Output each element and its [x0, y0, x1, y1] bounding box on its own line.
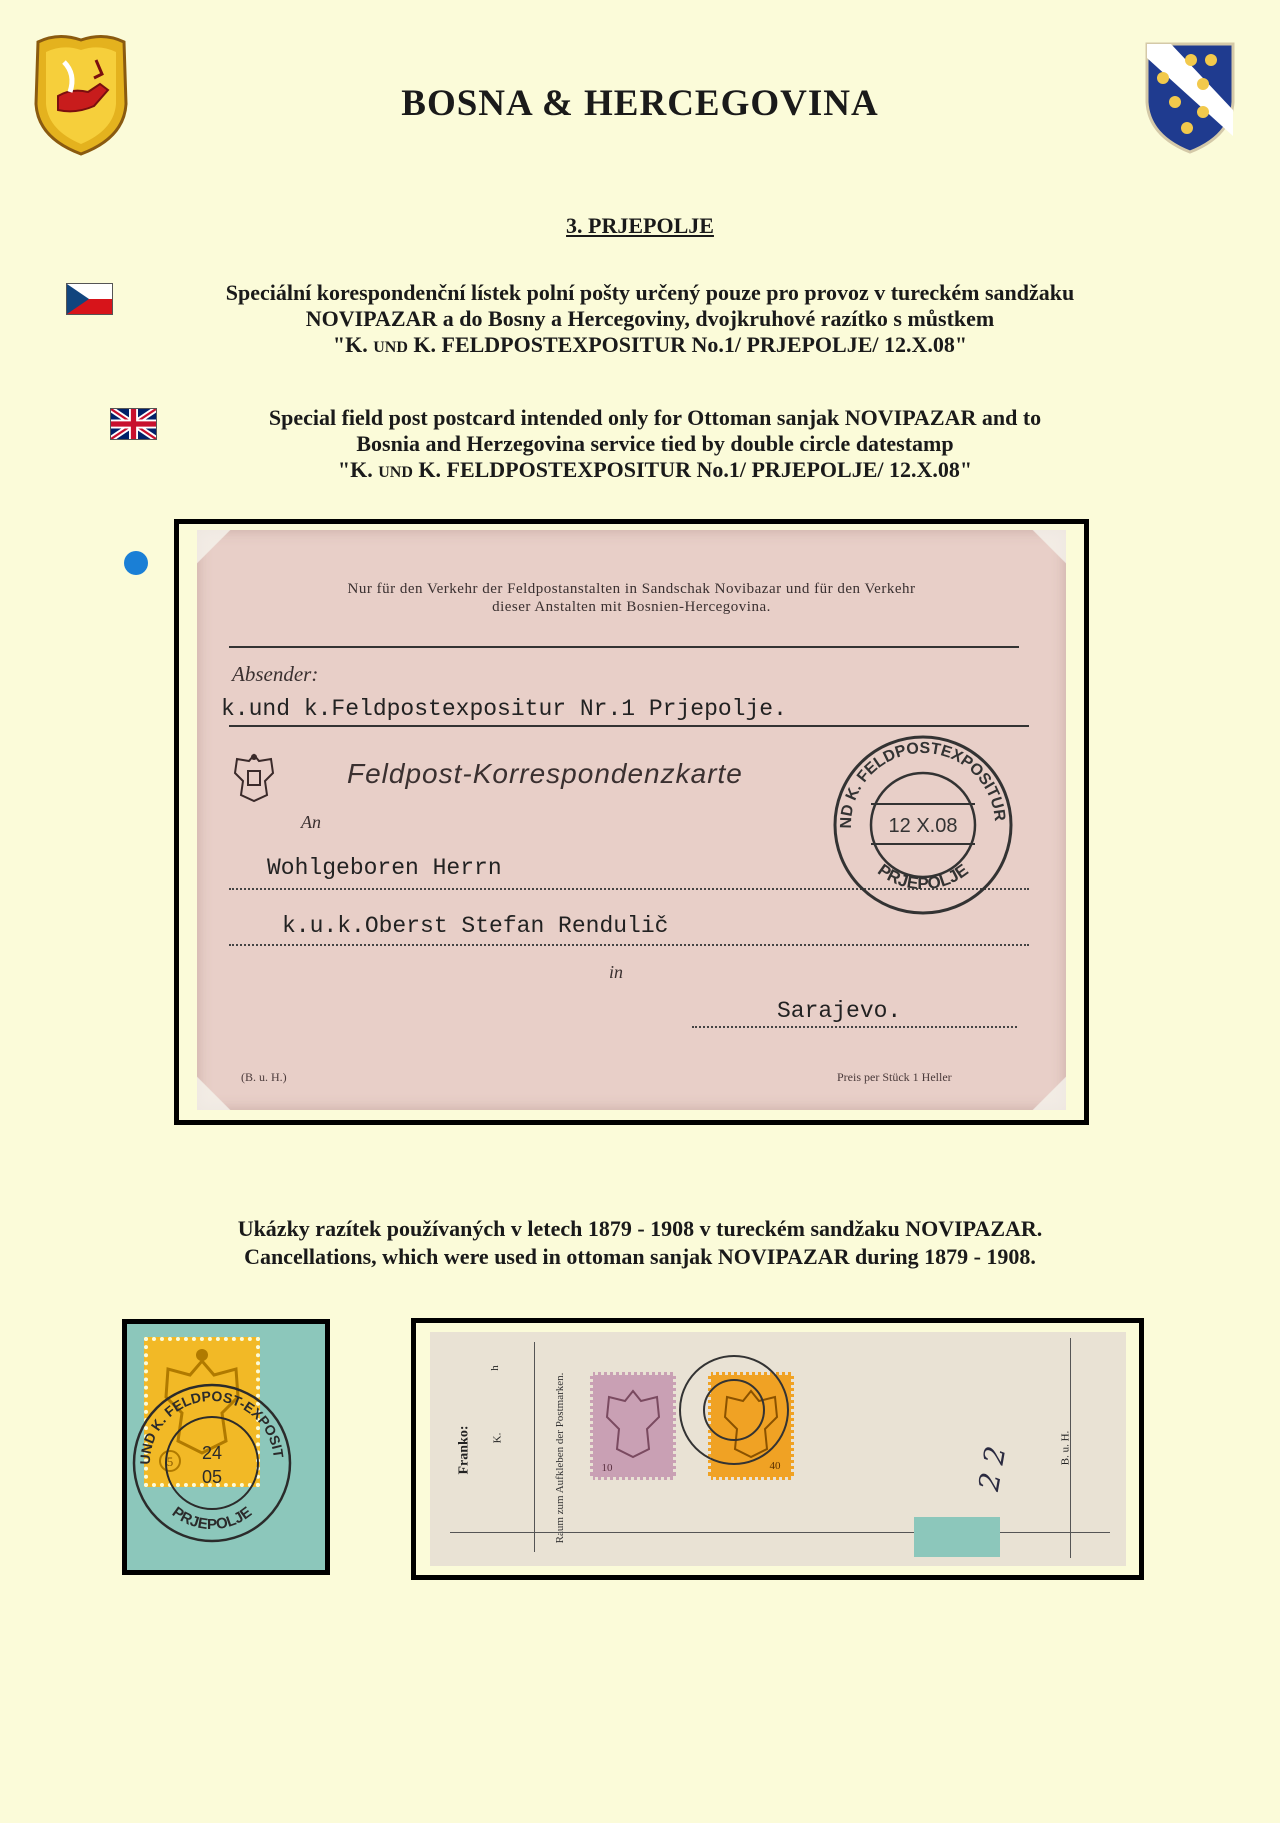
svg-text:24: 24: [201, 1443, 223, 1463]
double-eagle-emblem-icon: [231, 751, 277, 805]
k-label: K.: [491, 1432, 504, 1444]
raum-text: Raum zum Aufkleben der Postmarken.: [554, 1372, 566, 1544]
an-label: An: [301, 812, 321, 832]
card-title: Feldpost-Korrespondenzkarte: [347, 758, 743, 789]
czech-line3: "K. UND K. FELDPOSTEXPOSITUR No.1/ PRJEPOLJE/ 12.X.08": [332, 332, 968, 357]
sender-text: k.und k.Feldpostexpositur Nr.1 Prjepolje.: [221, 696, 787, 722]
fragment-imprint: B. u. H.: [1059, 1430, 1072, 1466]
blue-marker-dot: [124, 551, 148, 575]
postcard: [197, 530, 1066, 1110]
absender-label: Absender:: [232, 662, 319, 686]
city-rule: [692, 1026, 1017, 1028]
postcard-frame: [174, 519, 1089, 1125]
document-fragment: [430, 1332, 1126, 1566]
sender-rule: [229, 725, 1029, 727]
imprint-left: (B. u. H.): [241, 1070, 287, 1084]
green-tab: [914, 1517, 1000, 1557]
samples-caption: [0, 1215, 1280, 1271]
fragment-postmark: [676, 1352, 792, 1468]
imprint-right: Preis per Stück 1 Heller: [837, 1070, 952, 1084]
svg-text:PRJEPOLJE: PRJEPOLJE: [168, 1503, 256, 1534]
samples-line1: Ukázky razítek používaných v letech 1879 - 1908 v tureckém sandžaku NOVIPAZAR.: [237, 1216, 1043, 1241]
fragment-rule-bottom: [450, 1532, 1110, 1533]
svg-text:K.UND K. FELDPOST-EXPOSITUR: UND K. FELDPOST-EXPOSIT: [136, 1387, 287, 1465]
addressee-line2: k.u.k.Oberst Stefan Rendulič: [282, 913, 669, 939]
svg-text:K.UND K. FELDPOSTEXPOSITUR No1: ND K. FELDPOSTEXPOSITUR: [837, 739, 1009, 829]
addressee-rule2: [229, 944, 1029, 946]
stamp-piece-frame: [122, 1319, 330, 1575]
franko-label: Franko:: [456, 1425, 472, 1475]
page-title: BOSNA & HERCEGOVINA: [401, 83, 879, 124]
addressee-line1: Wohlgeboren Herrn: [267, 855, 502, 881]
card-header-rule: [229, 646, 1019, 648]
english-description: [145, 405, 1165, 486]
manuscript-note: 2 2: [972, 1443, 1013, 1494]
svg-text:05: 05: [201, 1467, 223, 1487]
lilac-stamp: [590, 1372, 676, 1480]
samples-line2: Cancellations, which were used in ottoman sanjak NOVIPAZAR during 1879 - 1908.: [244, 1244, 1036, 1269]
czech-line2: NOVIPAZAR a do Bosny a Hercegoviny, dvojkruhové razítko s můstkem: [305, 306, 995, 331]
city-text: Sarajevo.: [777, 998, 902, 1024]
h-label: h: [488, 1365, 501, 1371]
english-line1: Special field post postcard intended only for Ottoman sanjak NOVIPAZAR and to: [268, 405, 1042, 430]
card-header-text: Nur für den Verkehr der Feldpostanstalten in Sandschak Novibazar und für den Verkehr dieser Anstalten mit Bosnien-Hercegovina.: [347, 581, 916, 615]
english-line3: "K. UND K. FELDPOSTEXPOSITUR No.1/ PRJEPOLJE/ 12.X.08": [337, 457, 973, 482]
svg-text:12 X.08: 12 X.08: [888, 815, 958, 837]
postmark: [830, 732, 1016, 918]
section-title: 3. PRJEPOLJE: [566, 213, 714, 238]
fragment-frame: [411, 1318, 1144, 1580]
svg-text:5: 5: [166, 1454, 174, 1469]
english-line2: Bosnia and Herzegovina service tied by double circle datestamp: [356, 431, 954, 456]
in-label: in: [609, 962, 624, 982]
svg-text:40: 40: [769, 1460, 781, 1472]
fragment-rule-right: [1070, 1338, 1071, 1558]
svg-text:10: 10: [601, 1462, 613, 1474]
svg-text:PRJEPOLJE: PRJEPOLJE: [874, 860, 972, 894]
czech-description: [100, 280, 1200, 361]
czech-line1: Speciální korespondenční lístek polní pošty určený pouze pro provoz v tureckém sandžaku: [225, 280, 1075, 305]
stamp1-postmark: [128, 1379, 296, 1547]
coat-of-arms-right: [1143, 40, 1237, 156]
